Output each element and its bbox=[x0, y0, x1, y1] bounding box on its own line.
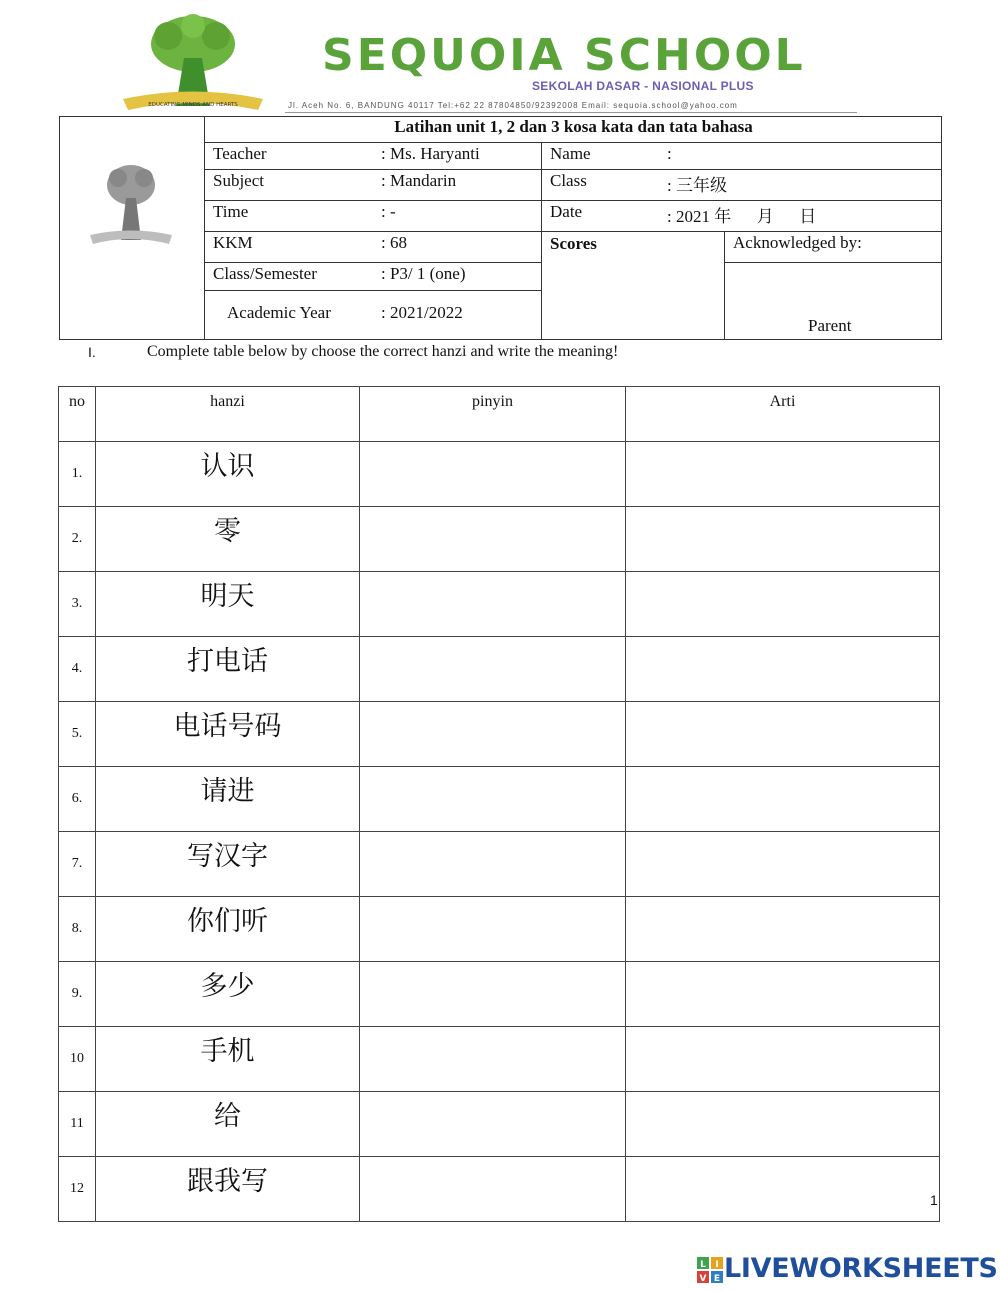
brand-icon-letter: V bbox=[699, 1274, 707, 1283]
row-arti-answer[interactable] bbox=[626, 962, 940, 1027]
row-arti-answer[interactable] bbox=[626, 767, 940, 832]
kkm-label: KKM bbox=[213, 233, 253, 252]
row-hanzi: 跟我写 bbox=[96, 1157, 360, 1222]
date-label: Date bbox=[550, 202, 583, 221]
table-row bbox=[59, 442, 940, 507]
time-label: Time bbox=[213, 202, 249, 221]
teacher-label: Teacher bbox=[213, 144, 267, 163]
row-number: 1. bbox=[59, 442, 96, 507]
row-hanzi: 你们听 bbox=[96, 897, 360, 962]
row-hanzi: 零 bbox=[96, 507, 360, 572]
row-number: 4. bbox=[59, 637, 96, 702]
header-hanzi: hanzi bbox=[96, 387, 360, 442]
info-divider bbox=[204, 169, 942, 170]
info-divider bbox=[724, 231, 725, 340]
row-arti-answer[interactable] bbox=[626, 637, 940, 702]
logo-motto: EDUCATING MINDS AND HEARTS bbox=[148, 102, 238, 108]
table-header-row bbox=[59, 387, 940, 442]
row-pinyin-answer[interactable] bbox=[360, 962, 626, 1027]
table-row bbox=[59, 1092, 940, 1157]
row-hanzi: 请进 bbox=[96, 767, 360, 832]
kkm-value: : 68 bbox=[381, 233, 407, 252]
row-pinyin-answer[interactable] bbox=[360, 702, 626, 767]
row-arti-answer[interactable] bbox=[626, 1092, 940, 1157]
class-value: : 三年级 bbox=[667, 176, 727, 195]
parent-label: Parent bbox=[808, 316, 852, 335]
academic-year-label: Academic Year bbox=[227, 303, 331, 322]
row-arti-answer[interactable] bbox=[626, 572, 940, 637]
liveworksheets-logo-icon bbox=[697, 1257, 723, 1283]
info-divider bbox=[204, 142, 942, 143]
row-arti-answer[interactable] bbox=[626, 702, 940, 767]
header-pinyin: pinyin bbox=[360, 387, 626, 442]
acknowledged-label: Acknowledged by: bbox=[733, 233, 862, 252]
school-subtitle: SEKOLAH DASAR - NASIONAL PLUS bbox=[532, 79, 754, 93]
row-pinyin-answer[interactable] bbox=[360, 637, 626, 702]
row-number: 5. bbox=[59, 702, 96, 767]
row-hanzi: 给 bbox=[96, 1092, 360, 1157]
info-divider bbox=[204, 231, 942, 232]
row-arti-answer[interactable] bbox=[626, 897, 940, 962]
class-semester-label: Class/Semester bbox=[213, 264, 317, 283]
teacher-value: : Ms. Haryanti bbox=[381, 144, 480, 163]
page-number: 1 bbox=[930, 1192, 938, 1208]
info-divider bbox=[204, 262, 541, 263]
row-hanzi: 多少 bbox=[96, 962, 360, 1027]
brand-icon-letter: L bbox=[700, 1260, 706, 1270]
time-value: : - bbox=[381, 202, 396, 221]
table-row bbox=[59, 702, 940, 767]
row-number: 7. bbox=[59, 832, 96, 897]
class-semester-value: : P3/ 1 (one) bbox=[381, 264, 466, 283]
row-arti-answer[interactable] bbox=[626, 1157, 940, 1222]
row-pinyin-answer[interactable] bbox=[360, 832, 626, 897]
header-arti: Arti bbox=[626, 387, 940, 442]
name-value: : bbox=[667, 144, 672, 163]
table-row bbox=[59, 637, 940, 702]
row-pinyin-answer[interactable] bbox=[360, 1157, 626, 1222]
info-divider bbox=[204, 290, 541, 291]
header-divider bbox=[285, 112, 857, 113]
scores-label: Scores bbox=[550, 234, 597, 253]
row-pinyin-answer[interactable] bbox=[360, 442, 626, 507]
school-address: Jl. Aceh No. 6, BANDUNG 40117 Tel:+62 22 87804850/92392008 Email: sequoia.school@yahoo.com bbox=[288, 101, 738, 110]
row-number: 11 bbox=[59, 1092, 96, 1157]
row-number: 10 bbox=[59, 1027, 96, 1092]
row-arti-answer[interactable] bbox=[626, 1027, 940, 1092]
liveworksheets-brand[interactable]: LIVEWORKSHEETS bbox=[724, 1253, 998, 1284]
row-number: 2. bbox=[59, 507, 96, 572]
row-hanzi: 认识 bbox=[96, 442, 360, 507]
row-pinyin-answer[interactable] bbox=[360, 1092, 626, 1157]
info-table bbox=[59, 116, 942, 340]
table-row bbox=[59, 1027, 940, 1092]
table-row bbox=[59, 962, 940, 1027]
info-divider bbox=[204, 200, 942, 201]
brand-icon-letter: E bbox=[713, 1274, 721, 1283]
small-logo-tree-icon bbox=[88, 160, 174, 250]
school-name: SEQUOIA SCHOOL bbox=[322, 30, 806, 81]
table-row bbox=[59, 572, 940, 637]
row-pinyin-answer[interactable] bbox=[360, 1027, 626, 1092]
row-pinyin-answer[interactable] bbox=[360, 767, 626, 832]
row-hanzi: 明天 bbox=[96, 572, 360, 637]
name-label: Name bbox=[550, 144, 591, 163]
row-number: 9. bbox=[59, 962, 96, 1027]
header-no: no bbox=[59, 387, 96, 442]
row-hanzi: 打电话 bbox=[96, 637, 360, 702]
row-pinyin-answer[interactable] bbox=[360, 572, 626, 637]
academic-year-value: : 2021/2022 bbox=[381, 303, 463, 322]
table-row bbox=[59, 832, 940, 897]
row-number: 6. bbox=[59, 767, 96, 832]
vocabulary-table bbox=[58, 386, 940, 1222]
row-number: 12 bbox=[59, 1157, 96, 1222]
brand-icon-letter: I bbox=[715, 1260, 719, 1270]
info-divider bbox=[204, 116, 205, 340]
row-pinyin-answer[interactable] bbox=[360, 507, 626, 572]
table-row bbox=[59, 767, 940, 832]
row-arti-answer[interactable] bbox=[626, 832, 940, 897]
worksheet-title: Latihan unit 1, 2 dan 3 kosa kata dan tata bahasa bbox=[394, 117, 753, 136]
row-number: 8. bbox=[59, 897, 96, 962]
row-hanzi: 电话号码 bbox=[96, 702, 360, 767]
row-pinyin-answer[interactable] bbox=[360, 897, 626, 962]
row-hanzi: 写汉字 bbox=[96, 832, 360, 897]
row-arti-answer[interactable] bbox=[626, 507, 940, 572]
row-hanzi: 手机 bbox=[96, 1027, 360, 1092]
row-arti-answer[interactable] bbox=[626, 442, 940, 507]
date-value: : 2021 年 月 日 bbox=[667, 207, 817, 226]
subject-label: Subject bbox=[213, 171, 264, 190]
class-label: Class bbox=[550, 171, 587, 190]
instruction-number: I. bbox=[88, 344, 96, 360]
school-logo-tree-icon bbox=[118, 14, 268, 114]
table-row bbox=[59, 1157, 940, 1222]
row-number: 3. bbox=[59, 572, 96, 637]
info-divider bbox=[724, 262, 942, 263]
instruction-text: Complete table below by choose the correct hanzi and write the meaning! bbox=[147, 343, 619, 360]
subject-value: : Mandarin bbox=[381, 171, 457, 190]
info-divider bbox=[541, 142, 542, 340]
table-row bbox=[59, 507, 940, 572]
table-row bbox=[59, 897, 940, 962]
